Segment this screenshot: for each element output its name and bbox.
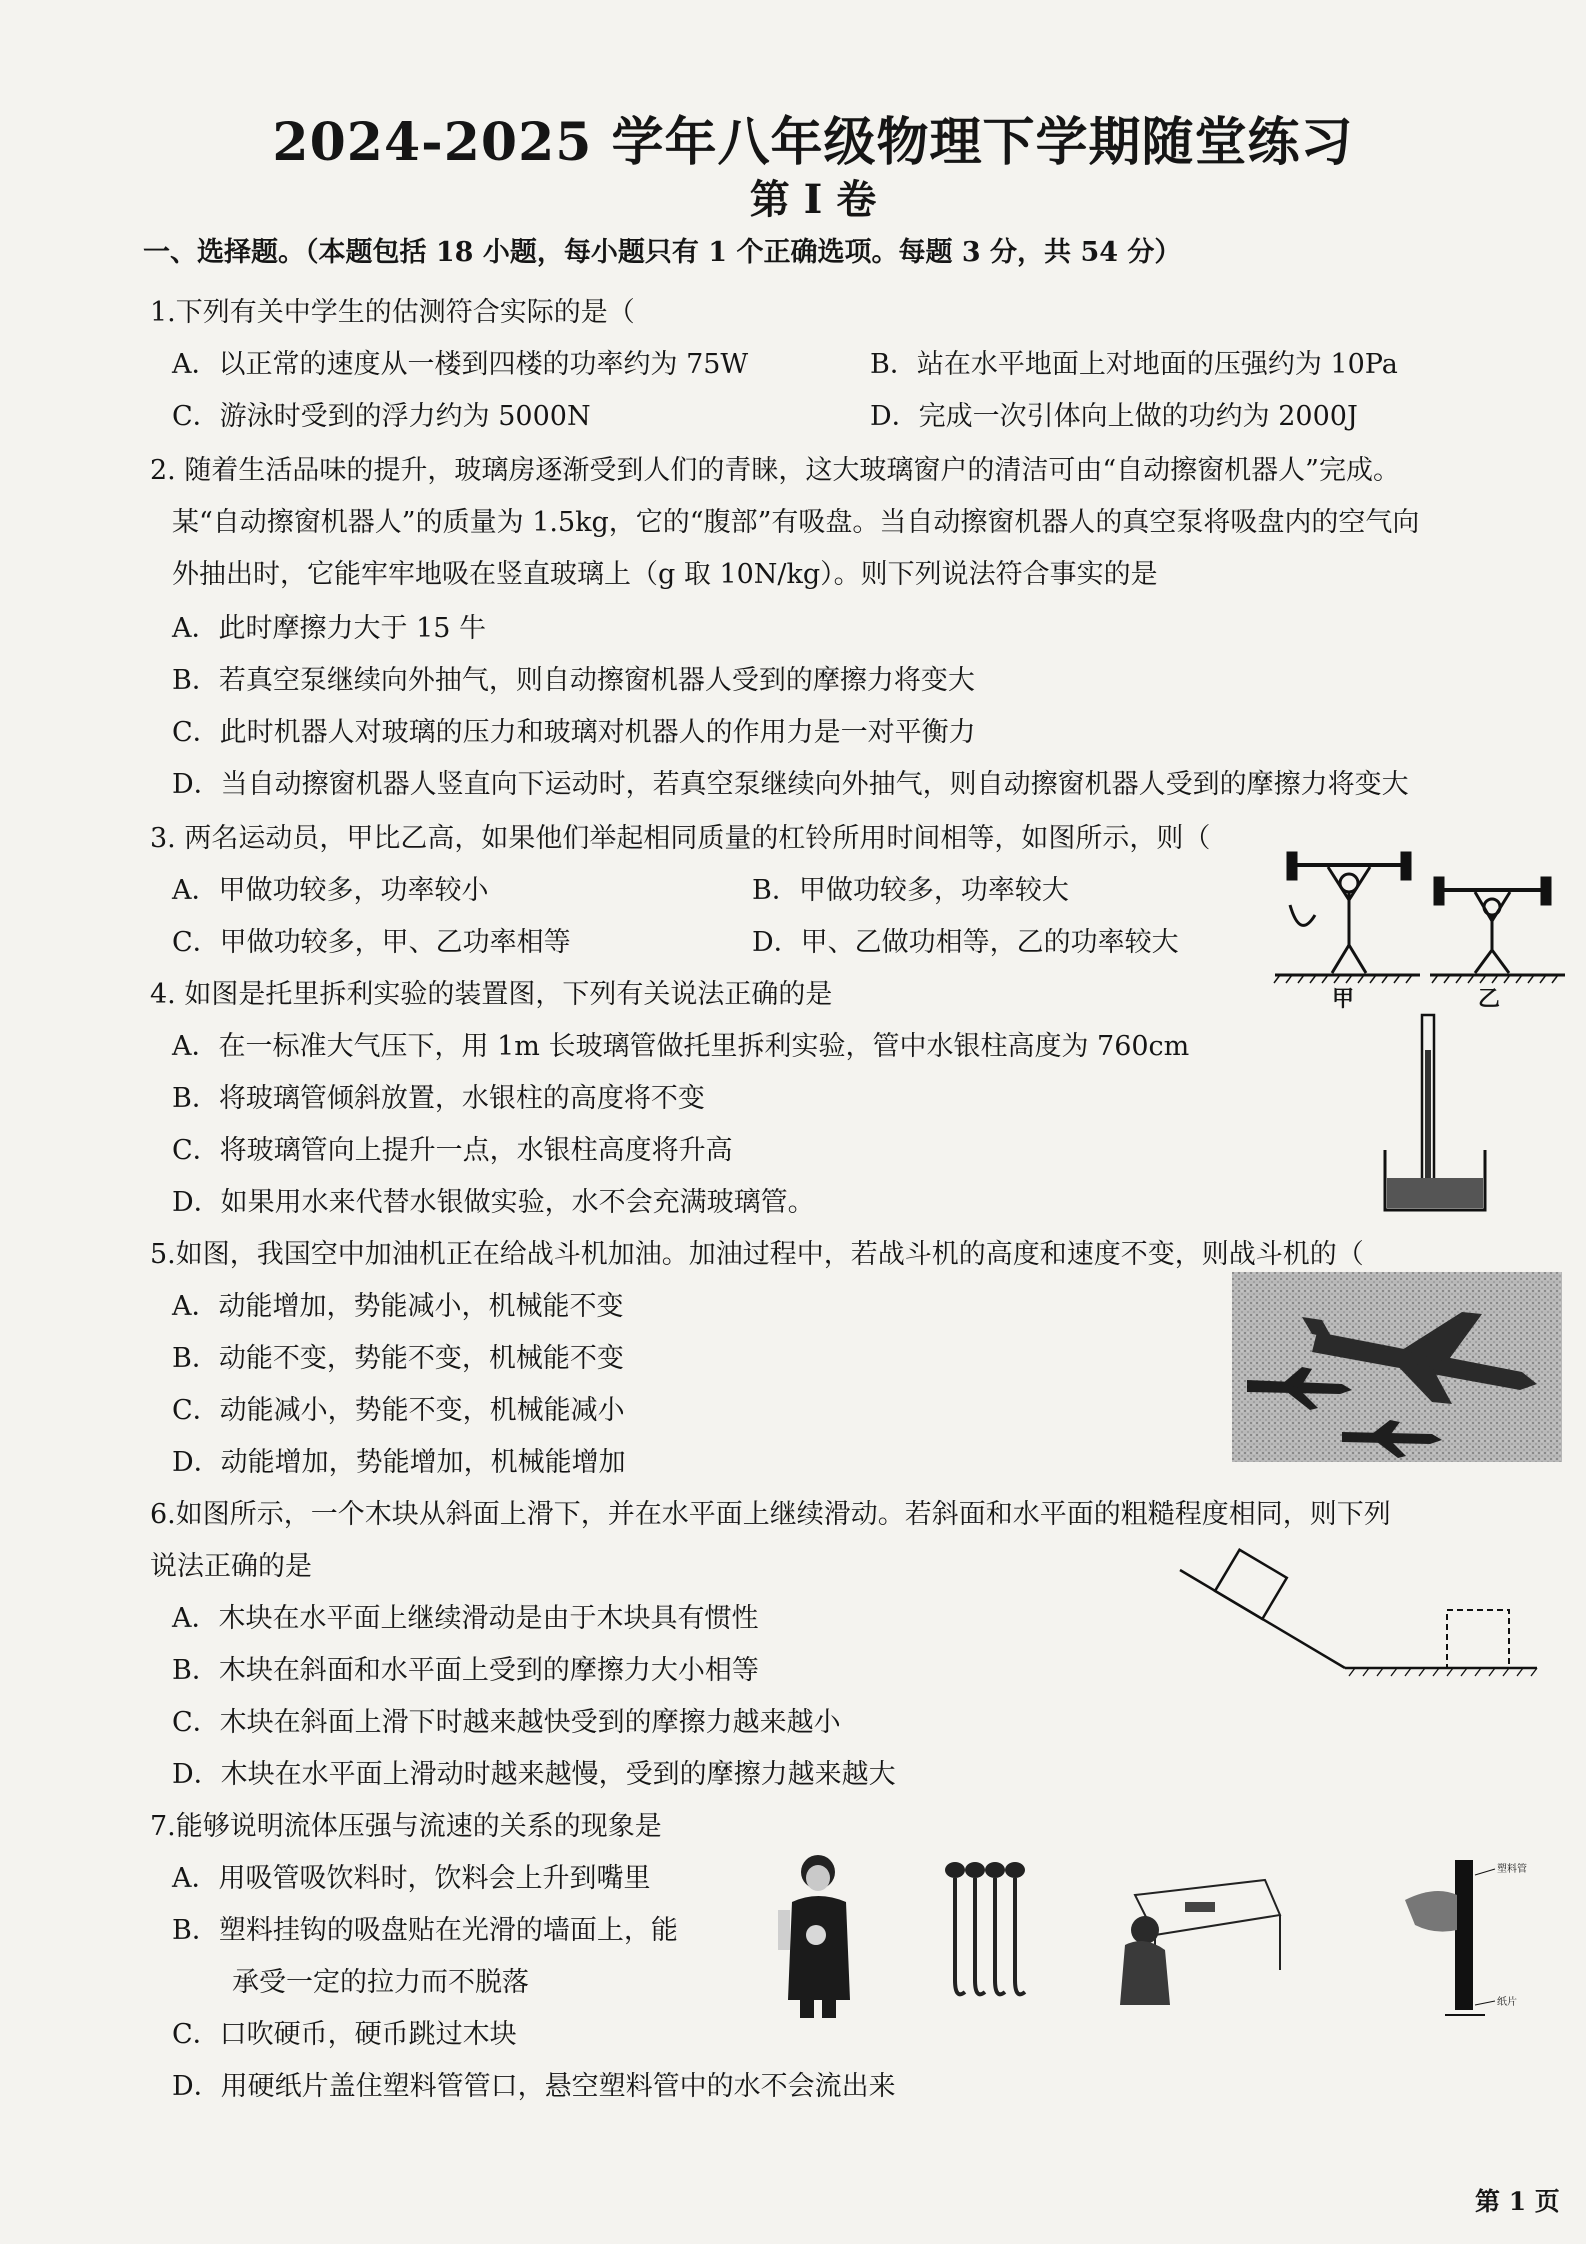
boy-drinking-figure bbox=[770, 1850, 870, 2020]
torricelli-apparatus-figure bbox=[1380, 1010, 1490, 1220]
q3-option-d: D．甲、乙做功相等，乙的功率较大 bbox=[752, 927, 1179, 958]
suction-hooks-figure bbox=[940, 1860, 1030, 2010]
paper-title: 2024-2025 学年八年级物理下学期随堂练习 bbox=[272, 112, 1354, 173]
q3-option-a: A．甲做功较多，功率较小 bbox=[172, 875, 489, 906]
aerial-refueling-photo bbox=[1232, 1272, 1562, 1462]
q2-option-d: D．当自动擦窗机器人竖直向下运动时，若真空泵继续向外抽气，则自动擦窗机器人受到的摩擦力将变大 bbox=[172, 769, 1409, 800]
q3-stem: 3. 两名运动员，甲比乙高，如果他们举起相同质量的杠铃所用时间相等，如图所示，则（ bbox=[150, 823, 1211, 854]
q4-stem: 4. 如图是托里拆利实验的装置图，下列有关说法正确的是 bbox=[150, 979, 833, 1010]
q2-stem-line2: 某“自动擦窗机器人”的质量为 1.5kg，它的“腹部”有吸盘。当自动擦窗机器人的真空泵将吸盘内的空气向 bbox=[172, 507, 1420, 538]
q6-stem-line2: 说法正确的是 bbox=[150, 1551, 312, 1582]
q2-option-a: A．此时摩擦力大于 15 牛 bbox=[172, 613, 487, 644]
figure-label-yi: 乙 bbox=[1478, 986, 1501, 1012]
q1-option-d: D．完成一次引体向上做的功约为 2000J bbox=[870, 401, 1358, 432]
q2-stem-line1: 2. 随着生活品味的提升，玻璃房逐渐受到人们的青睐，这大玻璃窗户的清洁可由“自动擦窗机器人”完成。 bbox=[150, 455, 1400, 486]
q7-stem: 7.能够说明流体压强与流速的关系的现象是 bbox=[150, 1811, 662, 1842]
q4-option-d: D．如果用水来代替水银做实验，水不会充满玻璃管。 bbox=[172, 1187, 815, 1218]
q1-option-a: A．以正常的速度从一楼到四楼的功率约为 75W bbox=[172, 349, 749, 380]
q6-option-c: C．木块在斜面上滑下时越来越快受到的摩擦力越来越小 bbox=[172, 1707, 841, 1738]
section-heading: 一、选择题。（本题包括 18 小题，每小题只有 1 个正确选项。每题 3 分，共 54 分） bbox=[143, 237, 1182, 268]
q4-option-c: C．将玻璃管向上提升一点，水银柱高度将升高 bbox=[172, 1135, 733, 1166]
coin-blowing-figure bbox=[1115, 1860, 1285, 2010]
paper-on-tube-figure bbox=[1395, 1855, 1545, 2020]
q3-option-c: C．甲做功较多，甲、乙功率相等 bbox=[172, 927, 571, 958]
page-number: 第 1 页 bbox=[1475, 2187, 1560, 2216]
q7-option-c: C．口吹硬币，硬币跳过木块 bbox=[172, 2019, 517, 2050]
volume-label: 第 I 卷 bbox=[749, 176, 877, 223]
q4-option-b: B．将玻璃管倾斜放置，水银柱的高度将不变 bbox=[172, 1083, 705, 1114]
q2-option-c: C．此时机器人对玻璃的压力和玻璃对机器人的作用力是一对平衡力 bbox=[172, 717, 976, 748]
q7-option-a: A．用吸管吸饮料时，饮料会上升到嘴里 bbox=[172, 1863, 651, 1894]
q5-option-d: D．动能增加，势能增加，机械能增加 bbox=[172, 1447, 626, 1478]
q2-option-b: B．若真空泵继续向外抽气，则自动擦窗机器人受到的摩擦力将变大 bbox=[172, 665, 975, 696]
q5-option-a: A．动能增加，势能减小，机械能不变 bbox=[172, 1291, 624, 1322]
q2-stem-line3: 外抽出时，它能牢牢地吸在竖直玻璃上（g 取 10N/kg）。则下列说法符合事实的是 bbox=[172, 559, 1158, 590]
q5-option-b: B．动能不变，势能不变，机械能不变 bbox=[172, 1343, 624, 1374]
q7-option-b-line1: B．塑料挂钩的吸盘贴在光滑的墙面上，能 bbox=[172, 1915, 678, 1946]
q6-stem-line1: 6.如图所示，一个木块从斜面上滑下，并在水平面上继续滑动。若斜面和水平面的粗糙程度相同，则下列 bbox=[150, 1499, 1391, 1530]
q6-option-b: B．木块在斜面和水平面上受到的摩擦力大小相等 bbox=[172, 1655, 759, 1686]
q5-stem: 5.如图，我国空中加油机正在给战斗机加油。加油过程中，若战斗机的高度和速度不变，则战斗机的（ bbox=[150, 1239, 1364, 1270]
q1-option-b: B．站在水平地面上对地面的压强约为 10Pa bbox=[870, 349, 1398, 380]
q6-option-d: D．木块在水平面上滑动时越来越慢，受到的摩擦力越来越大 bbox=[172, 1759, 896, 1790]
q3-option-b: B．甲做功较多，功率较大 bbox=[752, 875, 1069, 906]
incline-block-figure bbox=[1175, 1540, 1545, 1680]
paper-label: 纸片 bbox=[1497, 1997, 1517, 2008]
q1-option-c: C．游泳时受到的浮力约为 5000N bbox=[172, 401, 591, 432]
q4-option-a: A．在一标准大气压下，用 1m 长玻璃管做托里拆利实验，管中水银柱高度为 760cm bbox=[172, 1031, 1190, 1062]
q7-option-b-line2: 承受一定的拉力而不脱落 bbox=[232, 1967, 529, 1998]
q5-option-c: C．动能减小，势能不变，机械能减小 bbox=[172, 1395, 625, 1426]
q1-stem: 1.下列有关中学生的估测符合实际的是（ bbox=[150, 297, 635, 328]
q7-option-d: D．用硬纸片盖住塑料管管口，悬空塑料管中的水不会流出来 bbox=[172, 2071, 896, 2102]
figure-label-jia: 甲 bbox=[1332, 986, 1355, 1012]
weightlifters-figure bbox=[1270, 845, 1570, 1020]
q6-option-a: A．木块在水平面上继续滑动是由于木块具有惯性 bbox=[172, 1603, 759, 1634]
tube-label: 塑料管 bbox=[1497, 1864, 1527, 1875]
